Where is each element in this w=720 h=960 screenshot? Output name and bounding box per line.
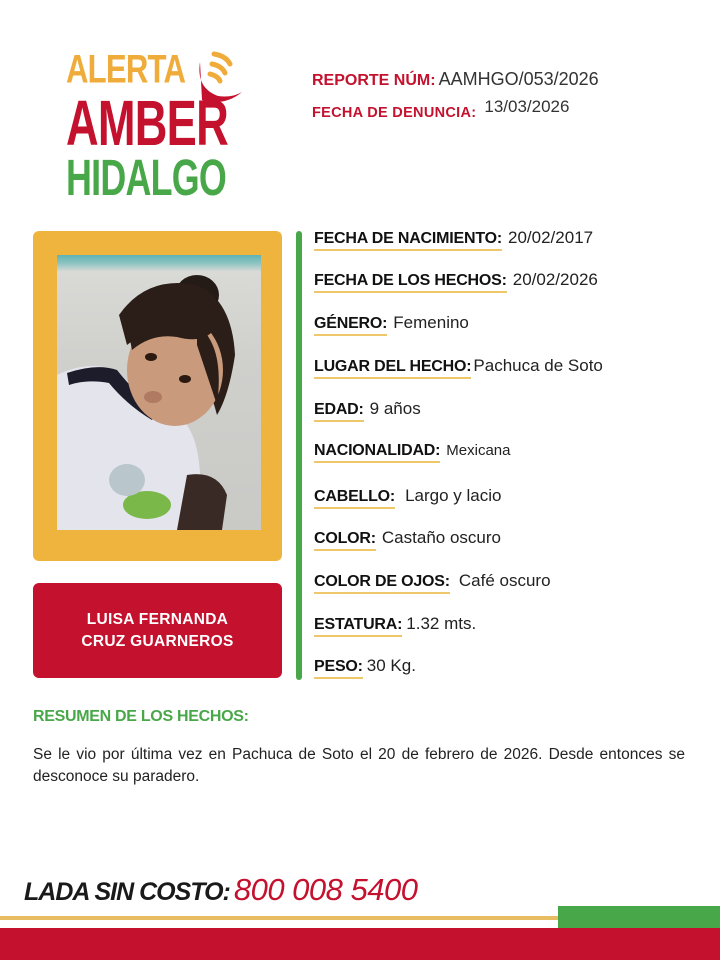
- hotline-label: LADA SIN COSTO:: [24, 878, 230, 906]
- field-fecha-nacimiento: [314, 228, 593, 251]
- denuncia-date-value: 13/03/2026: [484, 97, 570, 116]
- field-color: [314, 528, 501, 551]
- field-lugar-hecho: [314, 356, 603, 379]
- field-label: COLOR DE OJOS:: [314, 573, 450, 594]
- field-value: 20/02/2017: [508, 228, 594, 247]
- alerta-amber-hidalgo-logo: [66, 44, 256, 204]
- field-label: FECHA DE LOS HECHOS:: [314, 272, 507, 293]
- field-value: 20/02/2026: [512, 270, 598, 289]
- denuncia-date-label: FECHA DE DENUNCIA:: [312, 105, 477, 121]
- field-value: 1.32 mts.: [406, 614, 477, 633]
- field-value: Femenino: [393, 313, 469, 332]
- person-name-line1: LUISA FERNANDA: [86, 610, 229, 628]
- field-estatura: [314, 614, 476, 637]
- child-portrait-illustration: [57, 255, 261, 530]
- report-number-label: REPORTE NÚM:: [312, 72, 436, 89]
- hotline: [24, 872, 417, 908]
- field-value: Mexicana: [446, 442, 511, 459]
- summary-title: RESUMEN DE LOS HECHOS:: [33, 708, 249, 725]
- field-edad: [314, 399, 421, 422]
- logo-amber-text: AMBER: [66, 87, 228, 160]
- gold-divider-line: [0, 916, 560, 920]
- denuncia-date: [312, 97, 570, 122]
- report-number-value: AAMHGO/053/2026: [438, 69, 599, 89]
- field-label: NACIONALIDAD:: [314, 442, 440, 463]
- field-label: CABELLO:: [314, 488, 395, 509]
- field-value: Pachuca de Soto: [473, 356, 603, 375]
- missing-person-photo: [57, 255, 261, 530]
- field-fecha-hechos: [314, 270, 598, 293]
- field-value: Castaño oscuro: [381, 528, 501, 547]
- person-name-line2: CRUZ GUARNEROS: [81, 632, 234, 650]
- hotline-number[interactable]: 800 008 5400: [233, 872, 418, 907]
- field-genero: [314, 313, 469, 336]
- green-footer-block: [558, 906, 720, 928]
- logo-hidalgo-text: HIDALGO: [66, 148, 226, 206]
- field-label: PESO:: [314, 658, 363, 679]
- field-value: Café oscuro: [458, 571, 551, 590]
- field-label: GÉNERO:: [314, 315, 387, 336]
- field-color-ojos: [314, 571, 551, 594]
- field-label: ESTATURA:: [314, 616, 402, 637]
- logo-alerta-text: ALERTA: [66, 47, 186, 92]
- field-value: Largo y lacio: [405, 486, 502, 505]
- field-label: COLOR:: [314, 530, 376, 551]
- person-name: [81, 609, 233, 653]
- field-label: FECHA DE NACIMIENTO:: [314, 230, 502, 251]
- field-cabello: [314, 486, 501, 509]
- field-label: EDAD:: [314, 401, 364, 422]
- summary-text: Se le vio por última vez en Pachuca de Soto el 20 de febrero de 2026. Desde entonces se desconoce su paradero.: [33, 746, 685, 785]
- field-label: LUGAR DEL HECHO:: [314, 358, 471, 379]
- green-divider-bar: [296, 231, 302, 680]
- field-value: 30 Kg.: [366, 656, 416, 675]
- photo-frame: [33, 231, 282, 561]
- red-footer-band: [0, 928, 720, 960]
- field-value: 9 años: [369, 399, 421, 418]
- report-number: [312, 69, 599, 90]
- person-name-box: [33, 583, 282, 678]
- field-nacionalidad: [314, 442, 510, 463]
- field-peso: [314, 656, 416, 679]
